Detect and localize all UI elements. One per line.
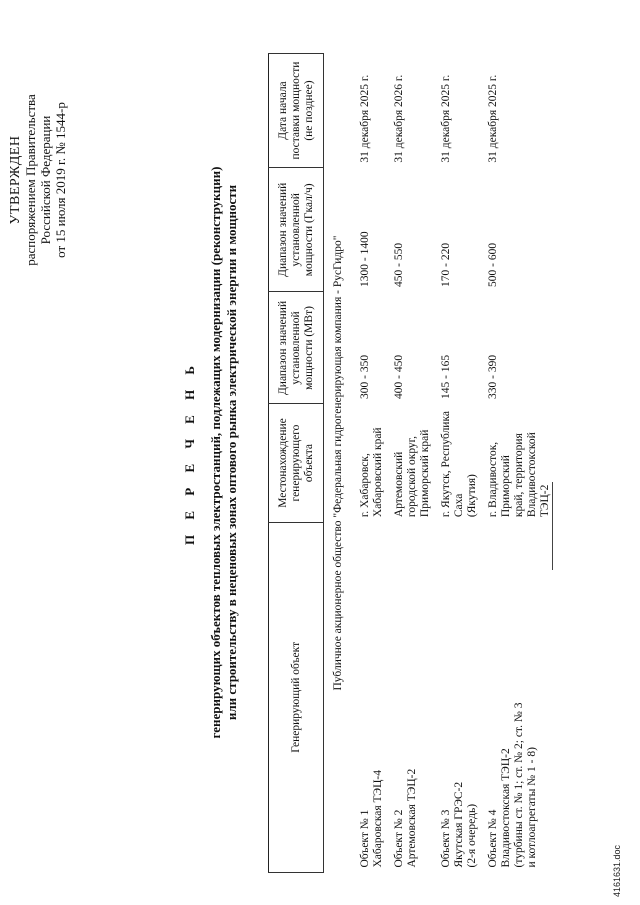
cell-object: Объект № 1 Хабаровская ТЭЦ-4 [359, 769, 384, 868]
cell-gcal: 1300 - 1400 [359, 231, 371, 287]
cell-date: 31 декабря 2025 г. [440, 74, 452, 163]
table-row [355, 54, 389, 873]
header-capacity-gcal: Диапазон значений установленной мощности (Гкал/ч) [269, 168, 324, 292]
document-title: П Е Р Е Ч Е Н Ь [182, 359, 197, 546]
cell-mw: 145 - 165 [440, 354, 452, 399]
document-file-code: 4161631.doc [612, 844, 622, 897]
table-header-row [269, 54, 324, 873]
cell-location: Артемовский городской округ, Приморский край [393, 429, 431, 518]
approval-line: распоряжением Правительства [23, 94, 38, 266]
document-heading [182, 0, 240, 905]
cell-date: 31 декабря 2025 г. [487, 74, 499, 163]
table-row [389, 54, 436, 873]
cell-object: Объект № 2 Артемовская ТЭЦ-2 [393, 768, 418, 868]
cell-date: 31 декабря 2025 г. [359, 74, 371, 163]
cell-location: г. Хабаровск, Хабаровский край [359, 427, 384, 518]
cell-date: 31 декабря 2026 г. [393, 74, 405, 163]
header-generating-object: Генерирующий объект [269, 522, 324, 872]
cell-gcal: 450 - 550 [393, 242, 405, 287]
document-subtitle-line: или строительству в неценовых зонах оптового рынка электрической энергии и мощности [224, 184, 239, 721]
approval-block [8, 40, 68, 320]
header-capacity-mw: Диапазон значений установленной мощности (МВт) [269, 292, 324, 404]
cell-location: г. Якутск, Республика Саха (Якутия) [440, 411, 478, 518]
document-subtitle-line: генерирующих объектов тепловых электростанций, подлежащих модернизации (реконструкции) [208, 166, 223, 739]
cell-gcal: 500 - 600 [487, 242, 499, 287]
table-group-row [324, 54, 356, 873]
header-supply-date: Дата начала поставки мощности (не позднее) [269, 54, 324, 168]
header-location: Местонахождение генерирующего объекта [269, 404, 324, 522]
cell-object: Объект № 3 Якутская ГРЭС-2 (2-я очередь) [440, 781, 478, 868]
approval-line: Российской Федерации [38, 115, 53, 245]
cell-gcal: 170 - 220 [440, 242, 452, 287]
end-of-list-divider [552, 482, 553, 570]
group-company-name: Публичное акционерное общество "Федеральная гидрогенерирующая компания - РусГидро" [332, 235, 344, 691]
approval-title: УТВЕРЖДЕН [8, 135, 23, 225]
cell-mw: 400 - 450 [393, 354, 405, 399]
cell-location: г. Владивосток, Приморский край, территория Владивостокской ТЭЦ-2 [487, 432, 551, 518]
cell-mw: 330 - 390 [487, 354, 499, 399]
generating-objects-table [268, 53, 556, 873]
approval-line: от 15 июля 2019 г. № 1544-р [53, 102, 68, 258]
cell-mw: 300 - 350 [359, 354, 371, 399]
cell-object: Объект № 4 Владивостокская ТЭЦ-2 (турбины ст. № 1; ст. № 2; ст. № 3 и котлоагрегаты № 1 - 8) [487, 702, 538, 868]
table-row [483, 54, 556, 873]
table-row [436, 54, 483, 873]
